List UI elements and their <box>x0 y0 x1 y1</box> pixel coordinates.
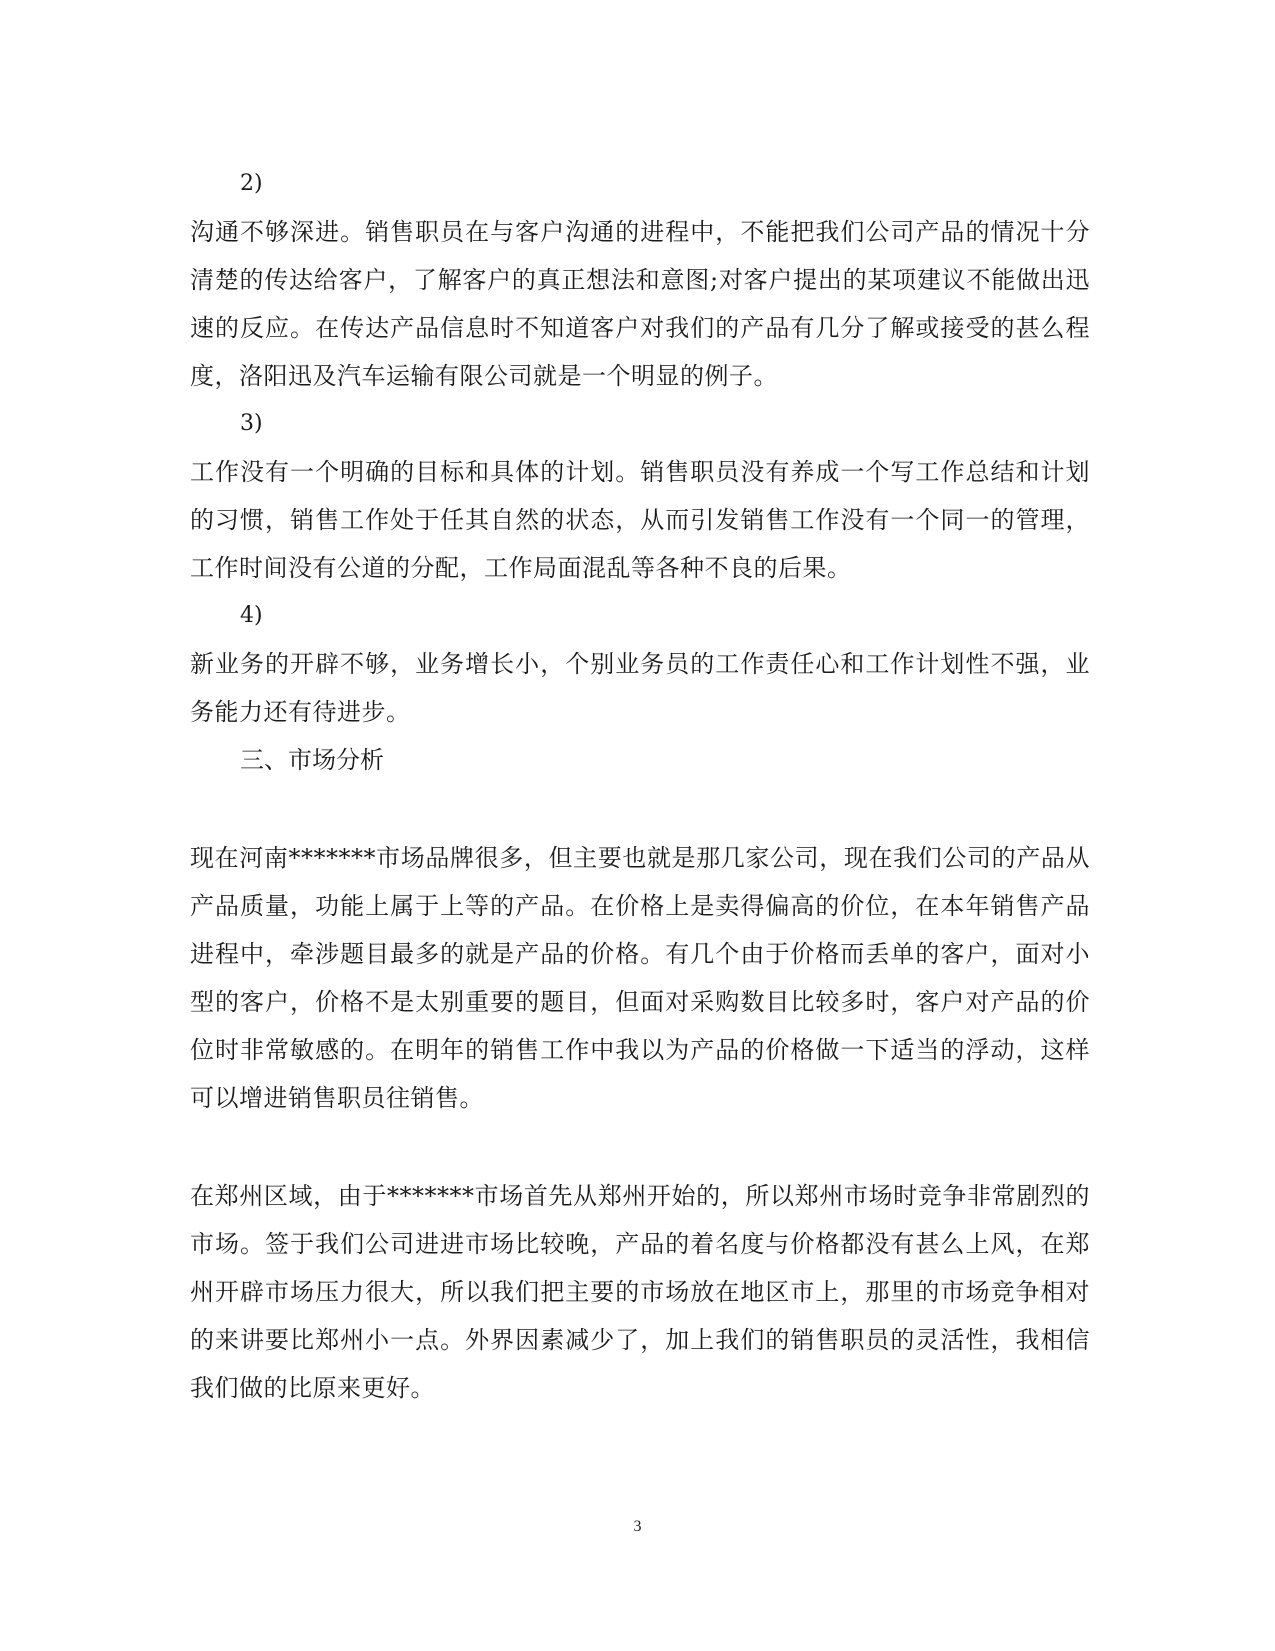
market-paragraph-henan: 现在河南*******市场品牌很多，但主要也就是那几家公司，现在我们公司的产品从产品质量，功能上属于上等的产品。在价格上是卖得偏高的价位，在本年销售产品进程中，牵涉题目最多的就是产品的价格。有几个由于价格而丢单的客户，面对小型的客户，价格不是太别重要的题目，但面对采购数目比较多时，客户对产品的价位时非常敏感的。在明年的销售工作中我以为产品的价格做一下适当的浮动，这样可以增进销售职员往销售。 <box>190 844 1090 1112</box>
market-paragraph-zhengzhou: 在郑州区域，由于*******市场首先从郑州开始的，所以郑州市场时竞争非常剧烈的市场。签于我们公司进进市场比较晚，产品的着名度与价格都没有甚么上风，在郑州开辟市场压力很大，所以我们把主要的市场放在地区市上，那里的市场竞争相对的来讲要比郑州小一点。外界因素减少了，加上我们的销售职员的灵活性，我相信我们做的比原来更好。 <box>190 1182 1090 1402</box>
item-text-3: 工作没有一个明确的目标和具体的计划。销售职员没有养成一个写工作总结和计划的习惯，销售工作处于任其自然的状态，从而引发销售工作没有一个同一的管理，工作时间没有公道的分配，工作局面混乱等各种不良的后果。 <box>190 458 1090 582</box>
item-number-2: 2) <box>240 171 263 196</box>
paragraph-spacer <box>190 784 1090 834</box>
item-text-4: 新业务的开辟不够，业务增长小，个别业务员的工作责任心和工作计划性不强，业务能力还有待进步。 <box>190 650 1090 726</box>
page-number: 3 <box>633 1518 642 1535</box>
section-heading-market-analysis: 三、市场分析 <box>240 746 384 774</box>
paragraph-spacer <box>190 1122 1090 1172</box>
item-number-3: 3) <box>240 411 263 436</box>
item-number-4: 4) <box>240 603 263 628</box>
item-text-2: 沟通不够深进。销售职员在与客户沟通的进程中，不能把我们公司产品的情况十分清楚的传达给客户，了解客户的真正想法和意图;对客户提出的某项建议不能做出迅速的反应。在传达产品信息时不知道客户对我们的产品有几分了解或接受的甚么程度，洛阳迅及汽车运输有限公司就是一个明显的例子。 <box>190 218 1090 390</box>
document-body <box>190 160 1090 1412</box>
